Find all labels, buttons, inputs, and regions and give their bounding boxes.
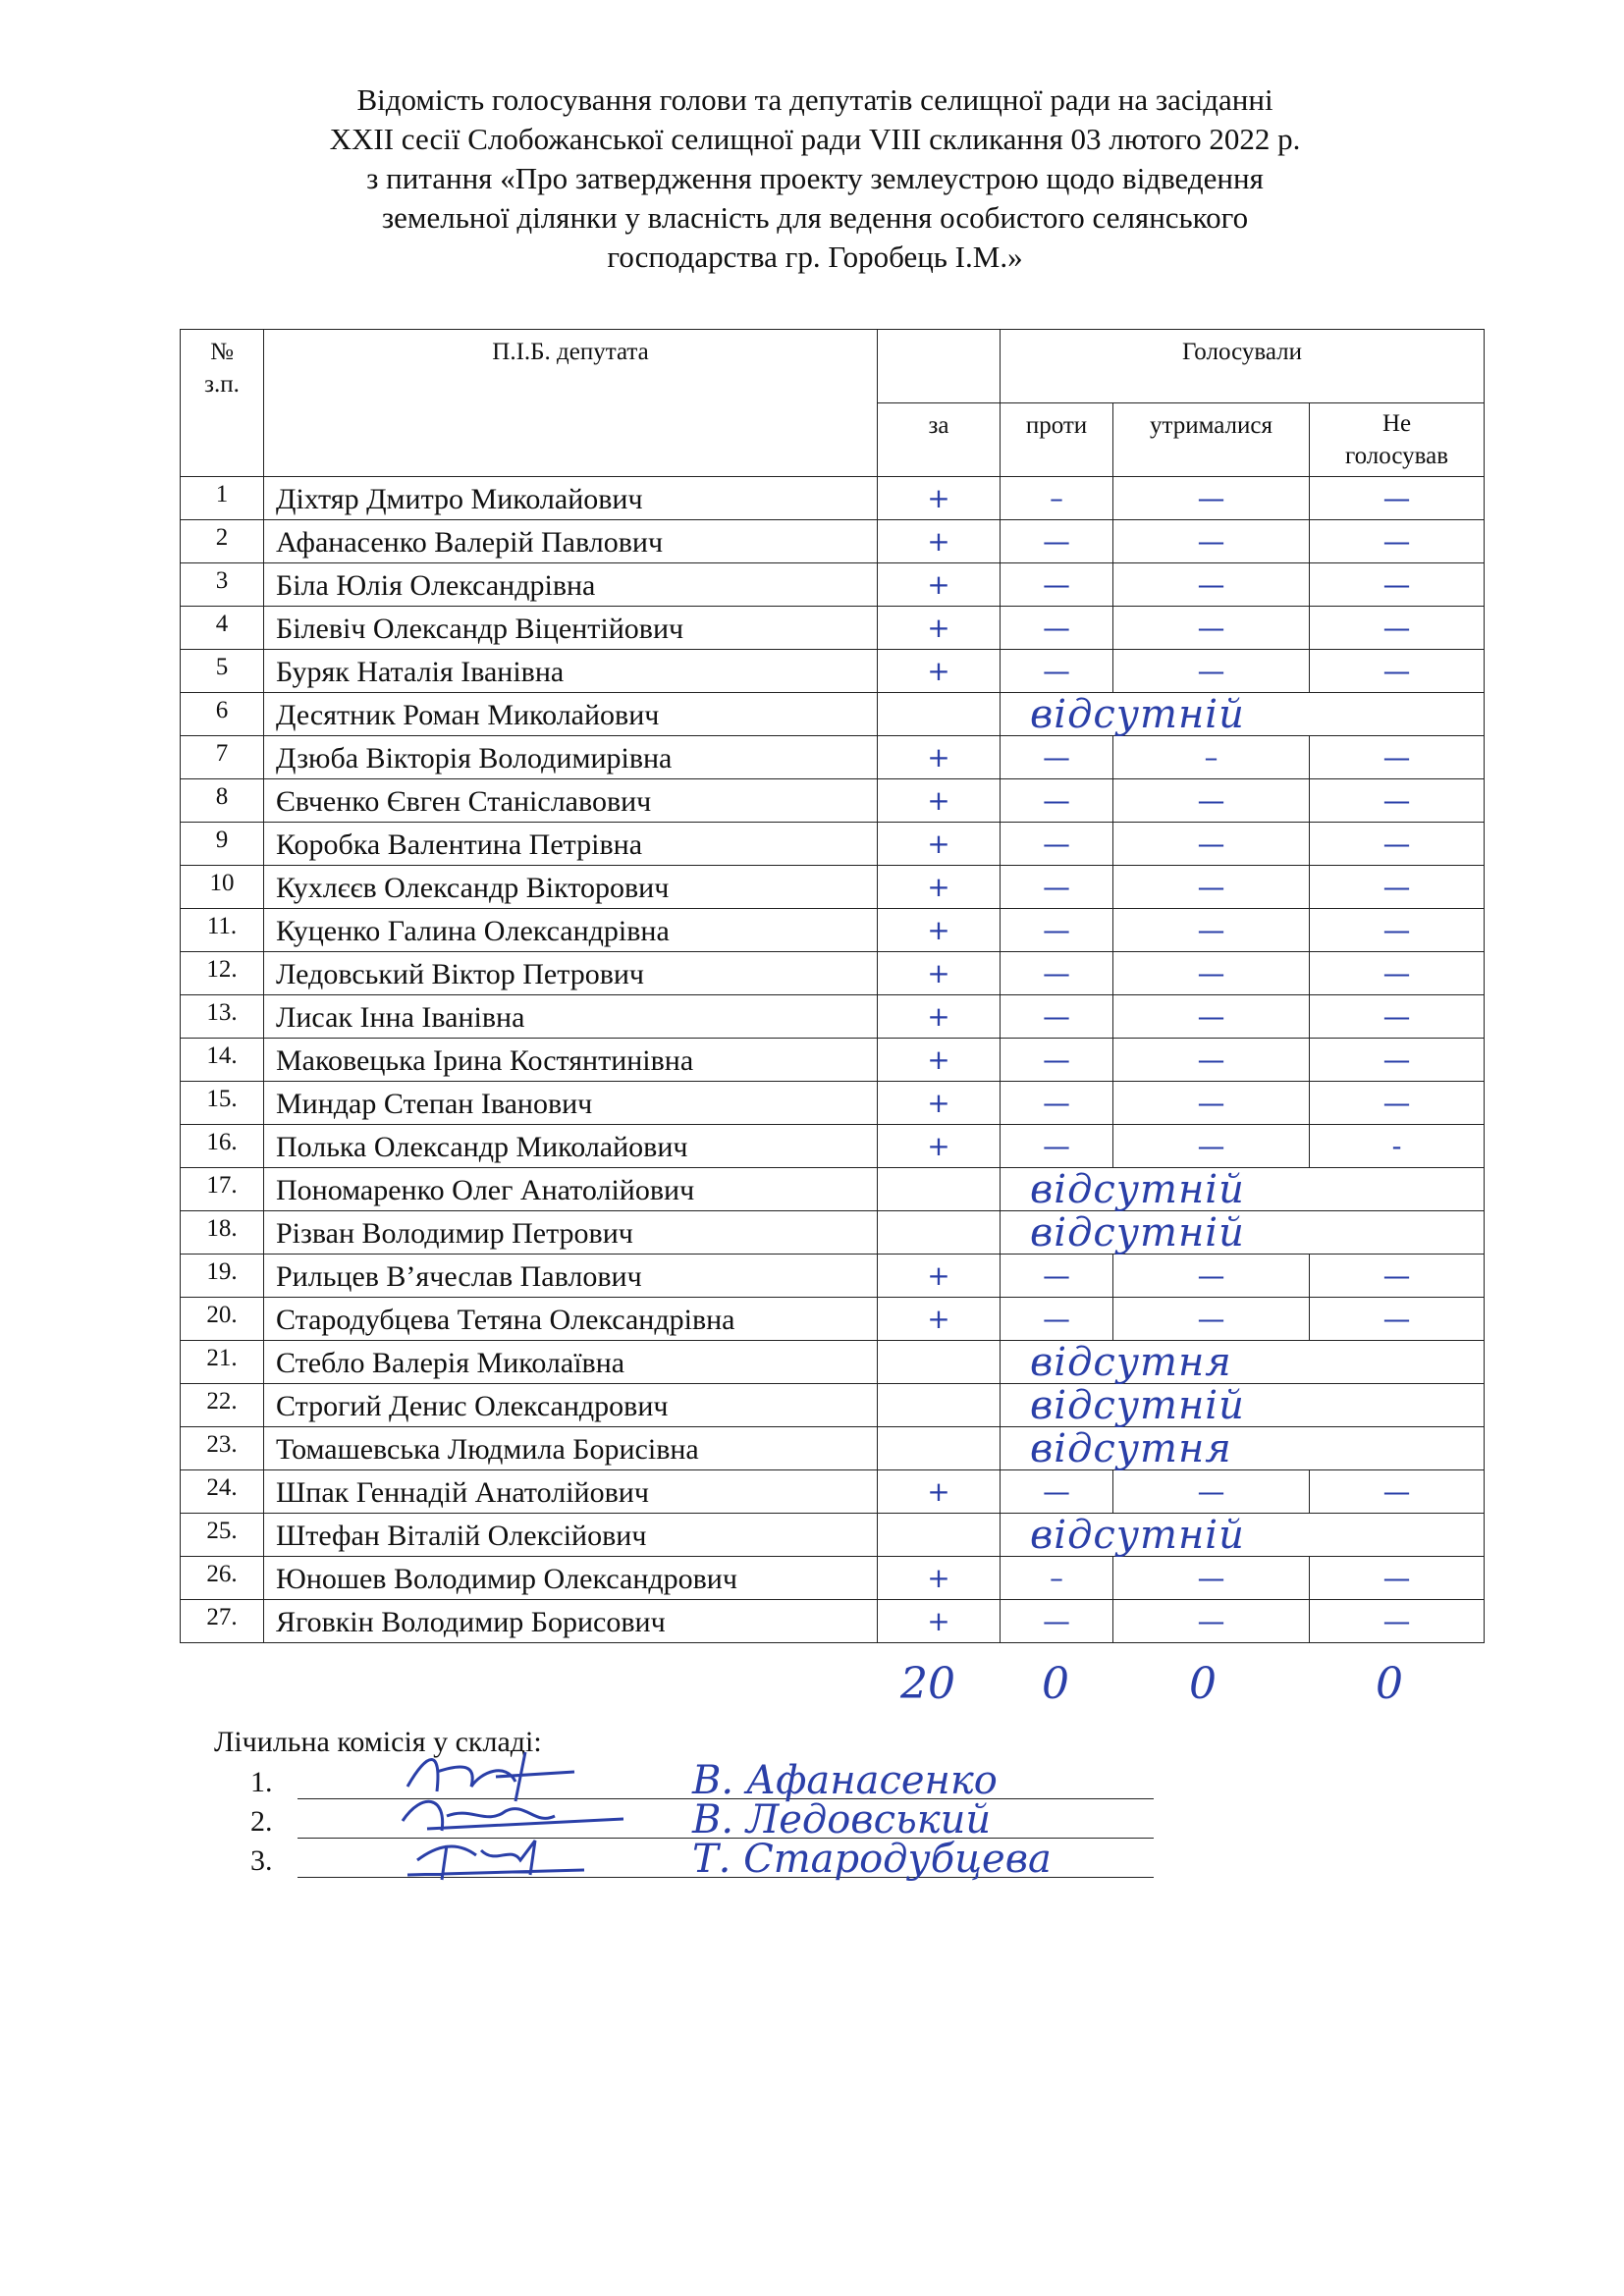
- table-row: [181, 563, 1485, 607]
- absent-cell: [1001, 1341, 1485, 1384]
- header-voted: Голосували: [1001, 330, 1485, 403]
- vote-for: +: [878, 650, 1001, 693]
- vote-for: +: [878, 823, 1001, 866]
- absent-cell: [1001, 1168, 1485, 1211]
- vote-not-voted: —: [1310, 1298, 1485, 1341]
- vote-against: —: [1001, 650, 1113, 693]
- vote-against: —: [1001, 909, 1113, 952]
- vote-against: —: [1001, 823, 1113, 866]
- header-empty: [878, 330, 1001, 403]
- vote-for: +: [878, 952, 1001, 995]
- row-number: 14.: [181, 1039, 264, 1082]
- table-row: [181, 995, 1485, 1039]
- header-name: П.І.Б. депутата: [264, 330, 878, 477]
- member-index: 1.: [250, 1766, 273, 1798]
- vote-for: [878, 1341, 1001, 1384]
- vote-for: +: [878, 995, 1001, 1039]
- deputy-name: Білевіч Олександр Віцентійович: [264, 607, 878, 650]
- vote-abstained: —: [1113, 607, 1310, 650]
- vote-abstained: —: [1113, 650, 1310, 693]
- vote-for: +: [878, 1600, 1001, 1643]
- table-row: [181, 1341, 1485, 1384]
- vote-for: +: [878, 866, 1001, 909]
- commission-title: Лічильна комісія у складі:: [214, 1726, 542, 1758]
- vote-not-voted: -: [1310, 1125, 1485, 1168]
- vote-against: —: [1001, 736, 1113, 779]
- signature-3: [388, 1821, 623, 1890]
- table-row: [181, 1082, 1485, 1125]
- vote-not-voted: —: [1310, 1470, 1485, 1514]
- table-row: [181, 1255, 1485, 1298]
- row-number: 22.: [181, 1384, 264, 1427]
- vote-for: +: [878, 1082, 1001, 1125]
- vote-abstained: —: [1113, 1298, 1310, 1341]
- vote-against: —: [1001, 520, 1113, 563]
- vote-abstained: –: [1113, 736, 1310, 779]
- table-row: [181, 1514, 1485, 1557]
- vote-for: [878, 1514, 1001, 1557]
- vote-against: —: [1001, 866, 1113, 909]
- table-row: [181, 909, 1485, 952]
- row-number: 13.: [181, 995, 264, 1039]
- absent-note: відсутній: [1030, 692, 1245, 737]
- vote-for: [878, 1168, 1001, 1211]
- absent-cell: [1001, 1384, 1485, 1427]
- vote-not-voted: —: [1310, 1600, 1485, 1643]
- row-number: 11.: [181, 909, 264, 952]
- table-row: [181, 952, 1485, 995]
- absent-note: відсутній: [1030, 1167, 1245, 1212]
- absent-note: відсутня: [1030, 1426, 1232, 1471]
- vote-for: [878, 1211, 1001, 1255]
- table-row: [181, 477, 1485, 520]
- commission-member: [250, 1837, 1154, 1882]
- deputy-name: Полька Олександр Миколайович: [264, 1125, 878, 1168]
- vote-against: —: [1001, 952, 1113, 995]
- member-index: 3.: [250, 1844, 273, 1877]
- vote-abstained: —: [1113, 995, 1310, 1039]
- vote-for: [878, 1384, 1001, 1427]
- vote-against: —: [1001, 1600, 1113, 1643]
- title-line-4: земельної ділянки у власність для ведення особистого селянського: [381, 200, 1249, 235]
- vote-not-voted: —: [1310, 520, 1485, 563]
- vote-abstained: —: [1113, 1082, 1310, 1125]
- row-number: 10: [181, 866, 264, 909]
- table-row: [181, 1125, 1485, 1168]
- total-not-voted: 0: [1376, 1659, 1403, 1709]
- deputy-name: Стародубцева Тетяна Олександрівна: [264, 1298, 878, 1341]
- row-number: 1: [181, 477, 264, 520]
- vote-not-voted: —: [1310, 952, 1485, 995]
- vote-not-voted: —: [1310, 1557, 1485, 1600]
- table-row: [181, 607, 1485, 650]
- deputy-name: Коробка Валентина Петрівна: [264, 823, 878, 866]
- row-number: 19.: [181, 1255, 264, 1298]
- vote-abstained: —: [1113, 563, 1310, 607]
- deputy-name: Десятник Роман Миколайович: [264, 693, 878, 736]
- deputy-name: Афанасенко Валерій Павлович: [264, 520, 878, 563]
- header-for: за: [878, 403, 1001, 477]
- table-row: [181, 1470, 1485, 1514]
- vote-abstained: —: [1113, 1470, 1310, 1514]
- vote-against: —: [1001, 995, 1113, 1039]
- vote-for: +: [878, 520, 1001, 563]
- vote-not-voted: —: [1310, 650, 1485, 693]
- row-number: 7: [181, 736, 264, 779]
- vote-not-voted: —: [1310, 563, 1485, 607]
- deputy-name: Томашевська Людмила Борисівна: [264, 1427, 878, 1470]
- title-line-3: з питання «Про затвердження проекту землеустрою щодо відведення: [366, 161, 1264, 195]
- vote-for: +: [878, 779, 1001, 823]
- deputy-name: Шпак Геннадій Анатолійович: [264, 1470, 878, 1514]
- vote-abstained: —: [1113, 779, 1310, 823]
- row-number: 8: [181, 779, 264, 823]
- deputy-name: Кухлєєв Олександр Вікторович: [264, 866, 878, 909]
- row-number: 20.: [181, 1298, 264, 1341]
- vote-for: +: [878, 1255, 1001, 1298]
- deputy-name: Діхтяр Дмитро Миколайович: [264, 477, 878, 520]
- header-not-voted-line1: Не: [1381, 410, 1412, 437]
- row-number: 16.: [181, 1125, 264, 1168]
- vote-abstained: —: [1113, 1039, 1310, 1082]
- total-for: 20: [900, 1659, 955, 1709]
- title-line-1: Відомість голосування голови та депутатів селищної ради на засіданні: [356, 82, 1273, 117]
- row-number: 9: [181, 823, 264, 866]
- vote-against: —: [1001, 1039, 1113, 1082]
- vote-for: +: [878, 909, 1001, 952]
- vote-not-voted: —: [1310, 1039, 1485, 1082]
- header-not-voted: [1310, 403, 1485, 477]
- row-number: 2: [181, 520, 264, 563]
- vote-for: +: [878, 736, 1001, 779]
- absent-note: відсутній: [1030, 1513, 1245, 1558]
- row-number: 17.: [181, 1168, 264, 1211]
- vote-against: –: [1001, 1557, 1113, 1600]
- row-number: 5: [181, 650, 264, 693]
- deputy-name: Куценко Галина Олександрівна: [264, 909, 878, 952]
- deputy-name: Рильцев В’ячеслав Павлович: [264, 1255, 878, 1298]
- vote-against: —: [1001, 563, 1113, 607]
- vote-abstained: —: [1113, 952, 1310, 995]
- row-number: 18.: [181, 1211, 264, 1255]
- table-row: [181, 1427, 1485, 1470]
- table-row: [181, 1298, 1485, 1341]
- header-number-line2: з.п.: [204, 371, 240, 398]
- vote-for: [878, 1427, 1001, 1470]
- vote-against: —: [1001, 1125, 1113, 1168]
- vote-abstained: —: [1113, 520, 1310, 563]
- vote-against: —: [1001, 1470, 1113, 1514]
- member-name-handwritten: В. Афанасенко: [692, 1758, 998, 1803]
- vote-not-voted: —: [1310, 779, 1485, 823]
- deputy-name: Біла Юлія Олександрівна: [264, 563, 878, 607]
- vote-abstained: —: [1113, 866, 1310, 909]
- deputy-name: Ледовський Віктор Петрович: [264, 952, 878, 995]
- table-row: [181, 693, 1485, 736]
- deputy-name: Штефан Віталій Олексійович: [264, 1514, 878, 1557]
- header-against: проти: [1001, 403, 1113, 477]
- deputy-name: Різван Володимир Петрович: [264, 1211, 878, 1255]
- table-row: [181, 823, 1485, 866]
- row-number: 26.: [181, 1557, 264, 1600]
- vote-not-voted: —: [1310, 866, 1485, 909]
- absent-note: відсутня: [1030, 1340, 1232, 1385]
- vote-not-voted: —: [1310, 823, 1485, 866]
- table-row: [181, 779, 1485, 823]
- deputy-name: Маковецька Ірина Костянтинівна: [264, 1039, 878, 1082]
- vote-for: +: [878, 1557, 1001, 1600]
- deputy-name: Строгий Денис Олександрович: [264, 1384, 878, 1427]
- deputy-name: Євченко Євген Станіславович: [264, 779, 878, 823]
- deputy-name: Буряк Наталія Іванівна: [264, 650, 878, 693]
- header-not-voted-line2: голосував: [1344, 443, 1449, 469]
- member-name-handwritten: Т. Стародубцева: [692, 1837, 1052, 1882]
- vote-for: +: [878, 1470, 1001, 1514]
- member-index: 2.: [250, 1805, 273, 1838]
- vote-not-voted: —: [1310, 736, 1485, 779]
- table-row: [181, 1384, 1485, 1427]
- deputy-name: Дзюба Вікторія Володимирівна: [264, 736, 878, 779]
- deputy-name: Яговкін Володимир Борисович: [264, 1600, 878, 1643]
- row-number: 25.: [181, 1514, 264, 1557]
- vote-for: +: [878, 607, 1001, 650]
- row-number: 3: [181, 563, 264, 607]
- table-row: [181, 520, 1485, 563]
- absent-cell: [1001, 693, 1485, 736]
- vote-for: [878, 693, 1001, 736]
- vote-abstained: —: [1113, 1125, 1310, 1168]
- row-number: 15.: [181, 1082, 264, 1125]
- title-line-2: XXII сесії Слобожанської селищної ради VIII скликання 03 лютого 2022 р.: [329, 122, 1301, 156]
- absent-note: відсутній: [1030, 1383, 1245, 1428]
- vote-not-voted: —: [1310, 607, 1485, 650]
- row-number: 21.: [181, 1341, 264, 1384]
- vote-abstained: —: [1113, 1255, 1310, 1298]
- voting-table: [180, 329, 1485, 1643]
- table-row: [181, 866, 1485, 909]
- member-name-handwritten: В. Ледовський: [692, 1797, 992, 1842]
- totals-row: [0, 1659, 1624, 1718]
- vote-abstained: —: [1113, 909, 1310, 952]
- table-row: [181, 1557, 1485, 1600]
- vote-abstained: —: [1113, 1557, 1310, 1600]
- title-line-5: господарства гр. Горобець І.М.»: [607, 240, 1023, 274]
- total-against: 0: [1042, 1659, 1069, 1709]
- vote-not-voted: —: [1310, 995, 1485, 1039]
- vote-not-voted: —: [1310, 1082, 1485, 1125]
- vote-for: +: [878, 563, 1001, 607]
- vote-for: +: [878, 1298, 1001, 1341]
- vote-for: +: [878, 1039, 1001, 1082]
- table-row: [181, 736, 1485, 779]
- deputy-name: Лисак Інна Іванівна: [264, 995, 878, 1039]
- deputy-name: Юношев Володимир Олександрович: [264, 1557, 878, 1600]
- total-abstained: 0: [1189, 1659, 1217, 1709]
- deputy-name: Стебло Валерія Миколаївна: [264, 1341, 878, 1384]
- commission-members: [250, 1758, 1154, 1882]
- row-number: 27.: [181, 1600, 264, 1643]
- table-row: [181, 650, 1485, 693]
- absent-note: відсутній: [1030, 1210, 1245, 1255]
- table-row: [181, 1168, 1485, 1211]
- row-number: 6: [181, 693, 264, 736]
- row-number: 24.: [181, 1470, 264, 1514]
- vote-not-voted: —: [1310, 1255, 1485, 1298]
- vote-not-voted: —: [1310, 909, 1485, 952]
- header-number-line1: №: [210, 339, 234, 365]
- table-row: [181, 1600, 1485, 1643]
- row-number: 4: [181, 607, 264, 650]
- vote-not-voted: —: [1310, 477, 1485, 520]
- deputy-name: Миндар Степан Іванович: [264, 1082, 878, 1125]
- vote-against: —: [1001, 1255, 1113, 1298]
- vote-for: +: [878, 1125, 1001, 1168]
- vote-against: —: [1001, 1082, 1113, 1125]
- table-row: [181, 1211, 1485, 1255]
- vote-against: —: [1001, 779, 1113, 823]
- vote-against: —: [1001, 607, 1113, 650]
- table-row: [181, 1039, 1485, 1082]
- document-title: [177, 80, 1453, 277]
- header-number: [181, 330, 264, 477]
- vote-against: —: [1001, 1298, 1113, 1341]
- absent-cell: [1001, 1211, 1485, 1255]
- vote-against: –: [1001, 477, 1113, 520]
- deputy-name: Пономаренко Олег Анатолійович: [264, 1168, 878, 1211]
- vote-abstained: —: [1113, 1600, 1310, 1643]
- row-number: 12.: [181, 952, 264, 995]
- vote-abstained: —: [1113, 823, 1310, 866]
- vote-for: +: [878, 477, 1001, 520]
- header-abstained: утрималися: [1113, 403, 1310, 477]
- row-number: 23.: [181, 1427, 264, 1470]
- absent-cell: [1001, 1427, 1485, 1470]
- vote-abstained: —: [1113, 477, 1310, 520]
- absent-cell: [1001, 1514, 1485, 1557]
- voting-table-body: [181, 477, 1485, 1643]
